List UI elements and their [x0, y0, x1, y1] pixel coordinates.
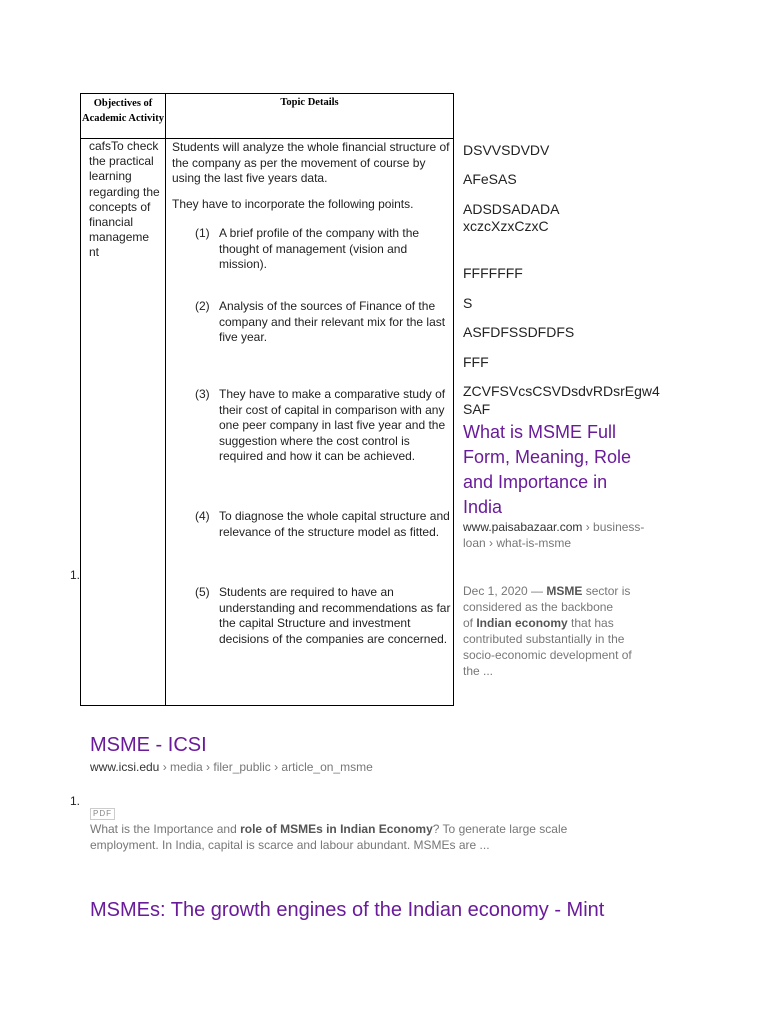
result-breadcrumb[interactable] [90, 759, 373, 775]
snippet-bold: MSME [546, 584, 583, 598]
side-text-line: ZCVFSVcsCSVDsdvRDsrEgw4 [463, 383, 660, 399]
side-text-line: AFeSAS [463, 171, 517, 187]
point-number: (4) [195, 509, 210, 523]
pdf-badge: PDF [90, 808, 115, 820]
title-line: What is MSME Full [463, 422, 617, 442]
side-text-line: xczcXzxCzxC [463, 218, 549, 234]
point-number: (3) [195, 387, 210, 401]
breadcrumb-path: loan › what-is-msme [463, 536, 572, 550]
result-title-msme-mint[interactable]: MSMEs: The growth engines of the Indian economy - Mint [90, 899, 605, 921]
side-text-line: SAF [463, 401, 491, 417]
point-text: Analysis of the sources of Finance of the company and their relevant mix for the last five year. [219, 299, 446, 344]
snippet-text: considered as the backbone [463, 600, 614, 614]
objective-text: cafsTo check the practical learning regarding the concepts of financial manageme nt [89, 139, 160, 260]
point-text: Students are required to have an understanding and recommendations as far the capital Structure and investment decisions of the companies are concerned. [219, 585, 451, 646]
snippet-text: employment. In India, capital is scarce and labour abundant. MSMEs are ... [90, 838, 490, 852]
side-text-line: FFFFFFF [463, 265, 523, 281]
point-text: To diagnose the whole capital structure and relevance of the structure model as fitted. [219, 509, 450, 539]
title-line: and Importance in [463, 472, 608, 492]
side-text-line: DSVVSDVDV [463, 142, 550, 158]
snippet-text: ? To generate large scale [432, 822, 568, 836]
result-snippet [90, 821, 567, 853]
snippet-text: that has [567, 616, 614, 630]
breadcrumb-domain: www.icsi.edu [90, 760, 160, 774]
snippet-text: the ... [463, 664, 494, 678]
title-line: Form, Meaning, Role [463, 447, 632, 467]
header-topic-details: Topic Details [280, 97, 339, 108]
snippet-text: What is the Importance and [90, 822, 241, 836]
point-text: A brief profile of the company with the thought of management (vision and mission). [219, 226, 420, 271]
breadcrumb-path: › media › filer_public › article_on_msme [159, 760, 373, 774]
side-text-line: S [463, 295, 473, 311]
table-column-divider [165, 94, 166, 705]
point-number: (1) [195, 226, 210, 240]
topic-instruction: They have to incorporate the following points. [172, 197, 414, 211]
snippet-text: socio-economic development of [463, 648, 632, 662]
list-marker: 1. [70, 568, 81, 582]
snippet-text: of [463, 616, 477, 630]
side-text-line: FFF [463, 354, 489, 370]
result-breadcrumb[interactable] [463, 519, 644, 551]
side-text-line: ASFDFSSDFDFS [463, 324, 575, 340]
point-number: (5) [195, 585, 210, 599]
side-text-line: ADSDSADADA [463, 201, 560, 217]
topic-intro: Students will analyze the whole financial structure of the company as per the movement of course by using the last five years data. [172, 140, 450, 185]
point-number: (2) [195, 299, 210, 313]
result-title-msme-icsi[interactable]: MSME - ICSI [90, 734, 207, 756]
breadcrumb-path: › business- [582, 520, 645, 534]
snippet-text: sector is [582, 584, 631, 598]
result-title-msme-full-form[interactable] [463, 420, 631, 520]
header-objectives: Objectives of Academic Activity [82, 98, 164, 124]
snippet-text: contributed substantially in the [463, 632, 625, 646]
snippet-bold: Indian economy [476, 616, 568, 630]
snippet-date: Dec 1, 2020 — [463, 584, 547, 598]
snippet-bold: role of MSMEs in Indian Economy [240, 822, 433, 836]
breadcrumb-domain: www.paisabazaar.com [463, 520, 583, 534]
title-line: India [463, 497, 503, 517]
point-text: They have to make a comparative study of their cost of capital in comparison with any one peer company in last five year and the suggestion where the cost control is required and how it can be achieved. [219, 387, 446, 463]
list-marker: 1. [70, 794, 81, 808]
result-snippet [463, 583, 632, 679]
